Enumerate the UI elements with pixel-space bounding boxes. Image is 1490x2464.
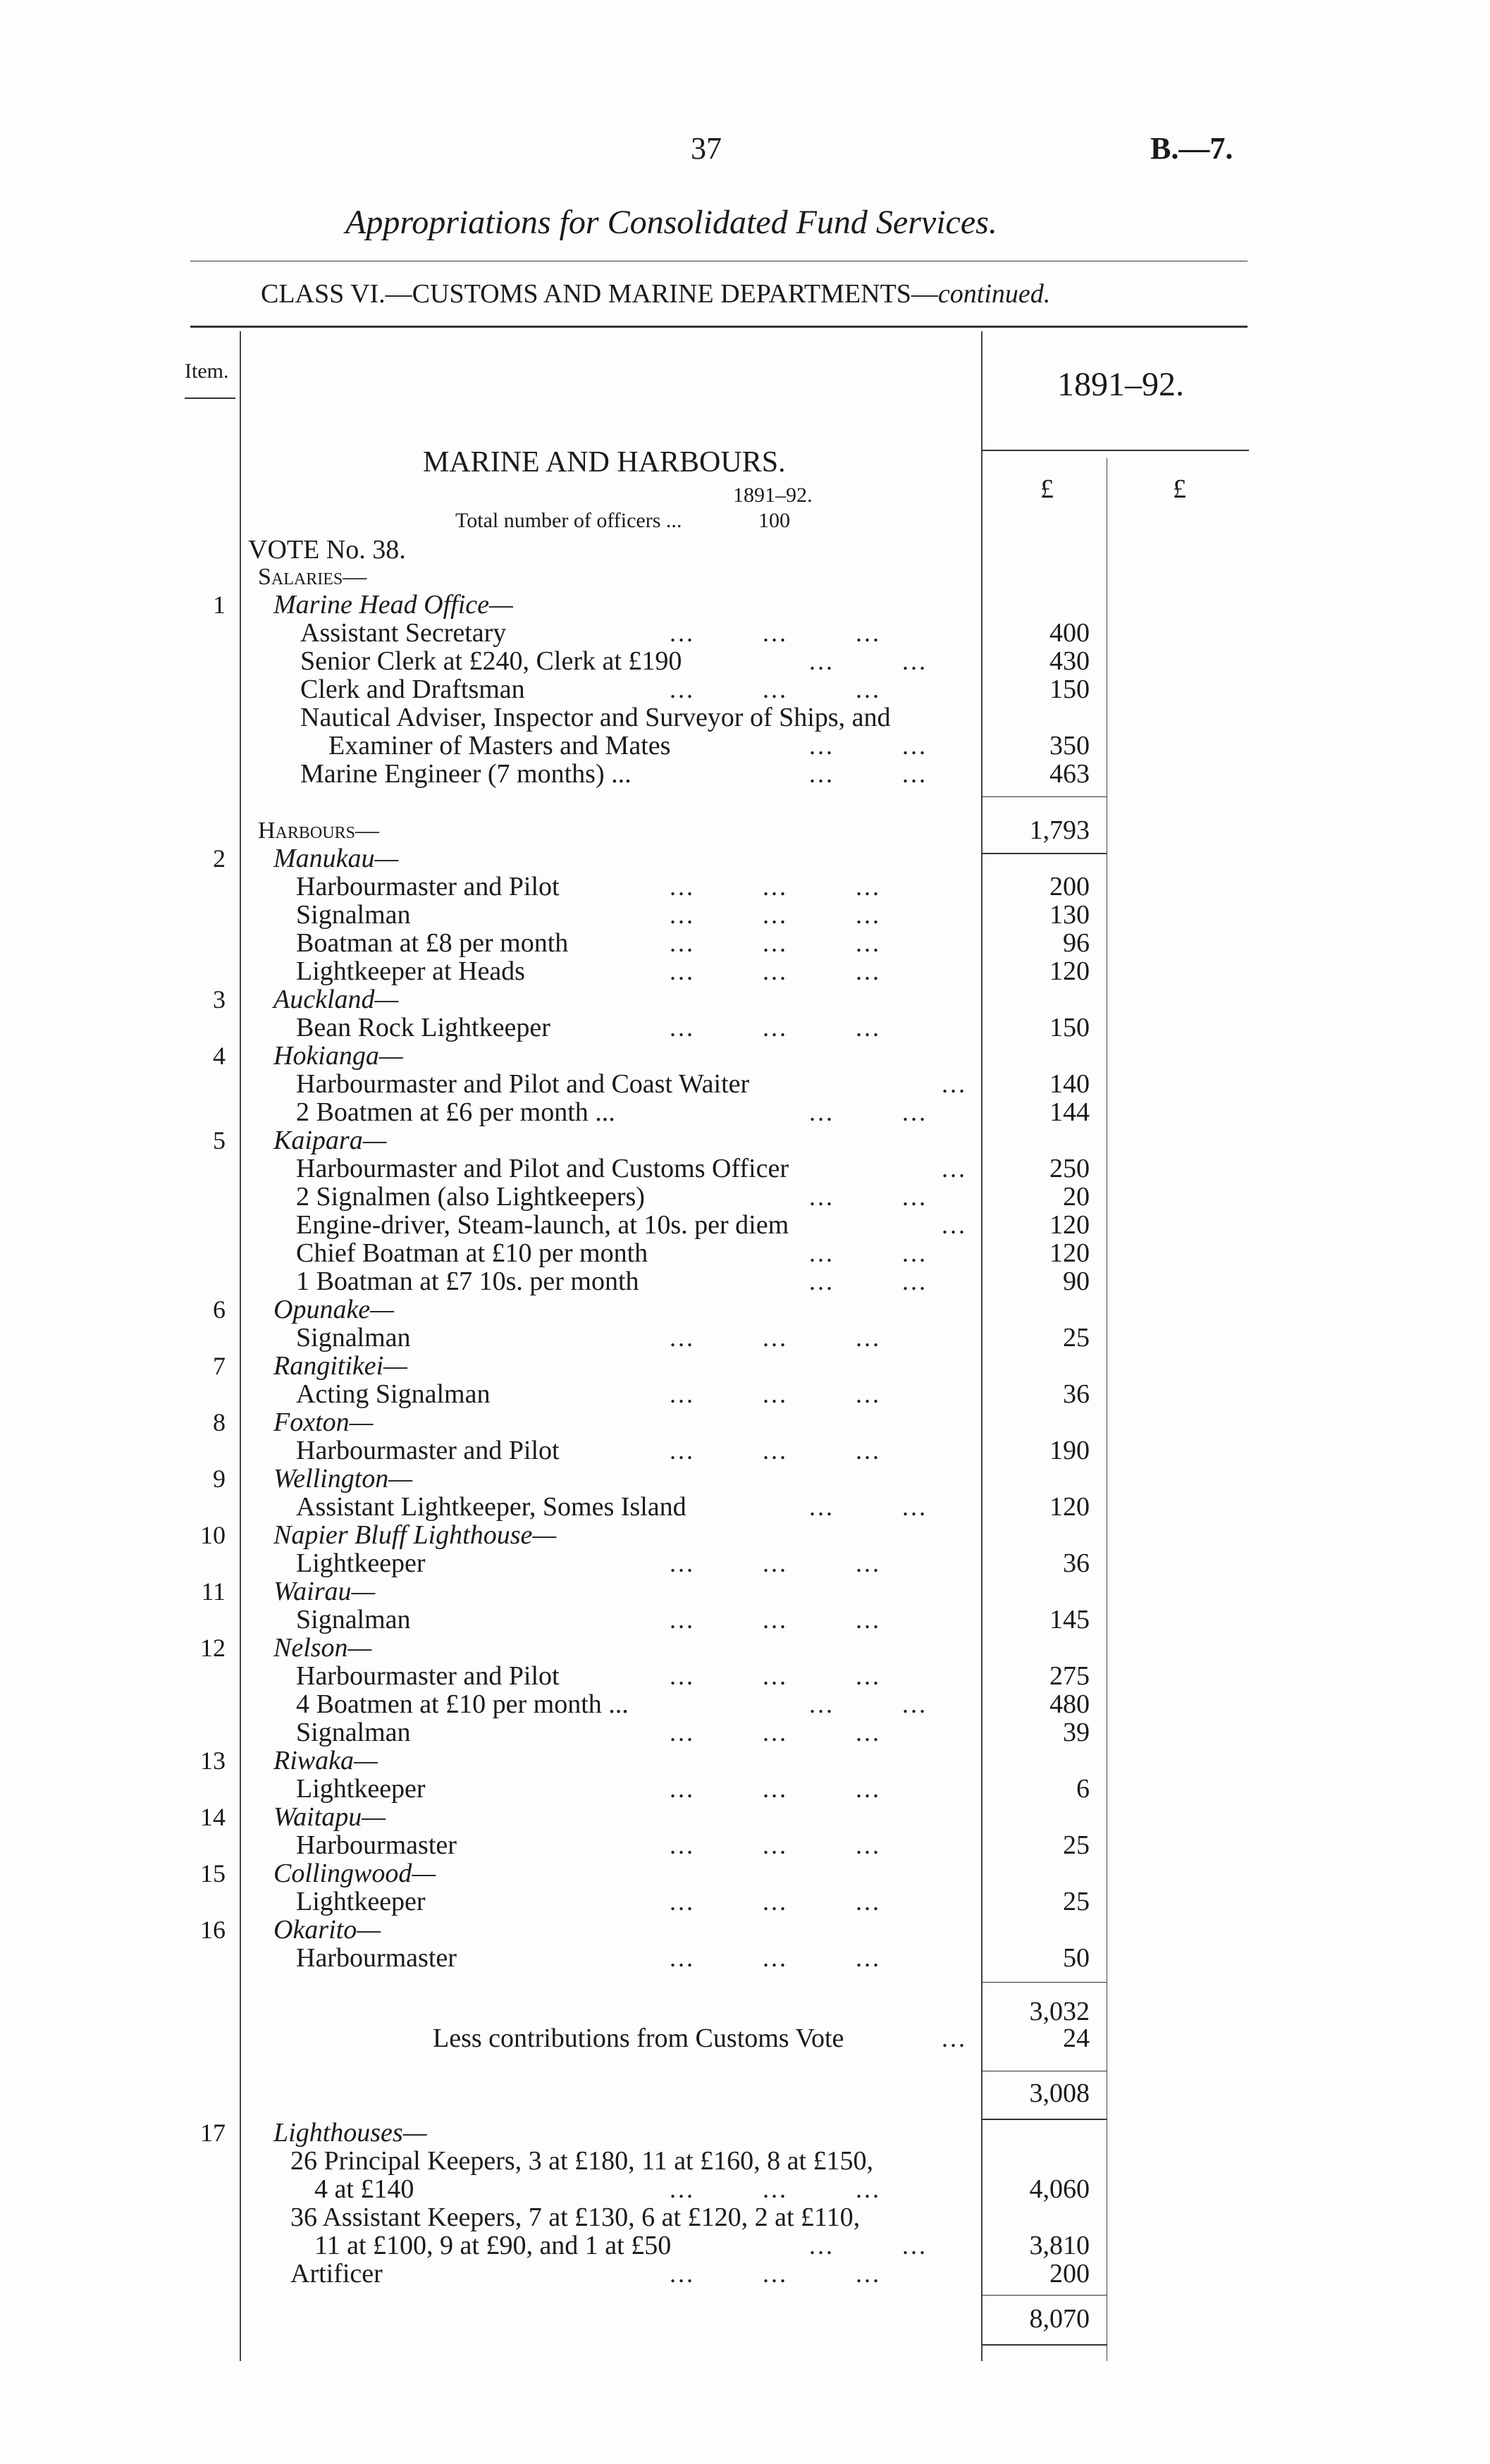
leader-dots: ... — [942, 1154, 967, 1183]
entry-text: Signalman — [296, 900, 411, 930]
entry-text: 4 at £140 — [314, 2174, 414, 2204]
item-column-divider — [240, 331, 241, 2361]
entry-text: Harbourmaster and Pilot — [296, 872, 560, 901]
item-label-rule — [185, 398, 235, 399]
item-number: 7 — [213, 1352, 226, 1380]
entry-text: Harbourmaster — [296, 1830, 457, 1860]
entry-amount: 20 — [1063, 1182, 1090, 1212]
vote-number: VOTE No. 38. — [248, 535, 406, 565]
subtotal-rule — [981, 796, 1107, 797]
item-number: 15 — [200, 1859, 226, 1887]
entry-text: Harbourmaster and Pilot — [296, 1661, 560, 1691]
harbours-total-rule — [981, 1982, 1107, 1983]
entry-amount: 120 — [1049, 956, 1090, 986]
item-number: 11 — [201, 1577, 226, 1606]
leader-dots: ... ... — [809, 1690, 928, 1718]
leader-dots: ... ... — [809, 1183, 928, 1211]
entry-amount: 145 — [1049, 1605, 1090, 1634]
place-heading: Napier Bluff Lighthouse— — [273, 1520, 557, 1550]
leader-dots: ... ... — [809, 1239, 928, 1267]
place-heading: Auckland— — [273, 985, 399, 1014]
entry-amount: 200 — [1049, 2259, 1090, 2289]
lighthouses-total: 8,070 — [1029, 2304, 1090, 2334]
subtotal-rule — [981, 853, 1107, 854]
leader-dots: ... — [942, 1070, 967, 1098]
subhead-lighthouses: Lighthouses— — [273, 2118, 427, 2148]
less-contributions-amount: 24 — [1063, 2023, 1090, 2053]
officers-count: 100 — [758, 509, 790, 532]
item-number: 4 — [213, 1042, 226, 1070]
leader-dots: ... ... — [809, 1267, 928, 1295]
entry-text: Artificer — [290, 2259, 383, 2289]
entry-text: Lightkeeper — [296, 1887, 426, 1916]
entry-text: Engine-driver, Steam-launch, at 10s. per diem — [296, 1210, 789, 1240]
subtotal-amount: 1,793 — [1029, 815, 1090, 845]
entry-amount: 144 — [1049, 1097, 1090, 1127]
entry-amount: 6 — [1076, 1774, 1090, 1804]
entry-amount: 4,060 — [1029, 2174, 1090, 2204]
less-contributions-label: Less contributions from Customs Vote — [433, 2023, 844, 2053]
entry-text: 2 Signalmen (also Lightkeepers) — [296, 1182, 645, 1212]
leader-dots: ... ... ... — [670, 1324, 881, 1352]
entry-text: Clerk and Draftsman — [300, 674, 525, 704]
leader-dots: ... ... — [809, 760, 928, 788]
subhead-marine-head-office: Marine Head Office— — [273, 590, 513, 620]
entry-text: 26 Principal Keepers, 3 at £180, 11 at £160, 8 at £150, — [290, 2146, 874, 2176]
item-number: 6 — [213, 1295, 226, 1324]
item-column-label: Item. — [185, 359, 229, 383]
place-heading: Foxton— — [273, 1407, 374, 1437]
entry-text: Chief Boatman at £10 per month — [296, 1238, 648, 1268]
leader-dots: ... ... ... — [670, 619, 881, 647]
place-heading: Hokianga— — [273, 1041, 403, 1071]
leader-dots: ... ... — [809, 647, 928, 675]
leader-dots: ... — [942, 2024, 967, 2052]
leader-dots: ... ... ... — [670, 1014, 881, 1042]
entry-amount: 130 — [1049, 900, 1090, 930]
item-number: 2 — [213, 844, 226, 873]
entry-text: 4 Boatmen at £10 per month ... — [296, 1689, 629, 1719]
leader-dots: ... ... ... — [670, 957, 881, 985]
entry-amount: 39 — [1063, 1718, 1090, 1747]
place-heading: Waitapu— — [273, 1802, 386, 1832]
entry-text: Harbourmaster and Pilot and Customs Officer — [296, 1154, 789, 1183]
entry-text: Signalman — [296, 1718, 411, 1747]
leader-dots: ... ... — [809, 1098, 928, 1126]
leader-dots: ... ... ... — [670, 1718, 881, 1747]
entry-text: 2 Boatmen at £6 per month ... — [296, 1097, 615, 1127]
entry-amount: 463 — [1049, 759, 1090, 789]
entry-text: Senior Clerk at £240, Clerk at £190 — [300, 646, 682, 676]
entry-amount: 25 — [1063, 1887, 1090, 1916]
entry-text: Lightkeeper — [296, 1774, 426, 1804]
item-number: 16 — [200, 1916, 226, 1944]
class-heading-continued: continued. — [937, 279, 1051, 309]
entry-text: Harbourmaster and Pilot and Coast Waiter — [296, 1069, 750, 1099]
leader-dots: ... ... ... — [670, 1380, 881, 1408]
lighthouses-total-rule — [981, 2344, 1107, 2346]
entry-amount: 250 — [1049, 1154, 1090, 1183]
leader-dots: ... ... — [809, 732, 928, 760]
place-heading: Wellington— — [273, 1464, 413, 1493]
leader-dots: ... ... ... — [670, 929, 881, 957]
item-number: 8 — [213, 1408, 226, 1436]
entry-text: Bean Rock Lightkeeper — [296, 1013, 550, 1042]
entry-amount: 96 — [1063, 928, 1090, 958]
entry-amount: 350 — [1049, 731, 1090, 760]
entry-amount: 25 — [1063, 1323, 1090, 1353]
place-heading: Nelson— — [273, 1633, 372, 1663]
entry-amount: 120 — [1049, 1492, 1090, 1522]
entry-text: Signalman — [296, 1323, 411, 1353]
entry-text: Marine Engineer (7 months) ... — [300, 759, 632, 789]
leader-dots: ... ... ... — [670, 1775, 881, 1803]
entry-text: Nautical Adviser, Inspector and Surveyor of Ships, and — [300, 703, 891, 732]
place-heading: Riwaka— — [273, 1746, 378, 1775]
place-heading: Opunake— — [273, 1295, 394, 1324]
item-number: 13 — [200, 1747, 226, 1775]
entry-amount: 150 — [1049, 1013, 1090, 1042]
leader-dots: ... ... ... — [670, 1436, 881, 1465]
harbours-net-total: 3,008 — [1029, 2078, 1090, 2108]
item-number: 14 — [200, 1803, 226, 1831]
leader-dots: ... ... — [809, 2231, 928, 2260]
place-heading: Collingwood— — [273, 1859, 436, 1888]
entry-text: 36 Assistant Keepers, 7 at £130, 6 at £120, 2 at £110, — [290, 2203, 861, 2232]
item-number: 1 — [213, 591, 226, 619]
entry-text: Boatman at £8 per month — [296, 928, 569, 958]
leader-dots: ... ... ... — [670, 1606, 881, 1634]
place-heading: Okarito— — [273, 1915, 381, 1945]
item-number: 3 — [213, 985, 226, 1014]
pound-sign-col1: £ — [1040, 474, 1054, 504]
net-rule — [981, 2119, 1107, 2120]
entry-amount: 3,810 — [1029, 2231, 1090, 2260]
leader-dots: ... ... ... — [670, 1887, 881, 1916]
entry-text: Lightkeeper — [296, 1548, 426, 1578]
place-heading: Manukau— — [273, 844, 399, 873]
officers-label: Total number of officers ... — [455, 509, 682, 532]
entry-amount: 430 — [1049, 646, 1090, 676]
year-column-heading: 1891–92. — [1057, 366, 1184, 403]
harbours-label: Harbours— — [258, 818, 379, 844]
place-heading: Kaipara— — [273, 1126, 387, 1155]
entry-amount: 190 — [1049, 1436, 1090, 1465]
entry-text: Lightkeeper at Heads — [296, 956, 525, 986]
item-number: 5 — [213, 1126, 226, 1154]
pound-sign-col2: £ — [1173, 474, 1186, 504]
leader-dots: ... ... ... — [670, 2260, 881, 2288]
class-rule — [190, 326, 1248, 328]
year-heading-rule — [981, 450, 1249, 451]
entry-amount: 480 — [1049, 1689, 1090, 1719]
leader-dots: ... ... ... — [670, 2175, 881, 2203]
entry-amount: 400 — [1049, 618, 1090, 648]
page-number: 37 — [691, 131, 722, 166]
harbours-total: 3,032 — [1029, 1997, 1090, 2026]
document-reference: B.—7. — [1150, 131, 1233, 166]
entry-text: 11 at £100, 9 at £90, and 1 at £50 — [314, 2231, 672, 2260]
page-title: Appropriations for Consolidated Fund Services. — [345, 204, 997, 241]
leader-dots: ... ... ... — [670, 901, 881, 929]
leader-dots: ... ... ... — [670, 873, 881, 901]
leader-dots: ... ... ... — [670, 1831, 881, 1859]
entry-text: Assistant Lightkeeper, Somes Island — [296, 1492, 686, 1522]
item-number: 9 — [213, 1465, 226, 1493]
section-title: MARINE AND HARBOURS. — [423, 446, 786, 479]
entry-amount: 90 — [1063, 1267, 1090, 1296]
item-number: 10 — [200, 1521, 226, 1549]
entry-amount: 200 — [1049, 872, 1090, 901]
salaries-label: Salaries— — [258, 564, 367, 590]
entry-text: Harbourmaster and Pilot — [296, 1436, 560, 1465]
officers-year: 1891–92. — [733, 483, 813, 507]
entry-amount: 120 — [1049, 1210, 1090, 1240]
entry-text: Acting Signalman — [296, 1379, 491, 1409]
entry-text: Assistant Secretary — [300, 618, 507, 648]
entry-amount: 50 — [1063, 1943, 1090, 1973]
leader-dots: ... — [942, 1211, 967, 1239]
item-number: 12 — [200, 1634, 226, 1662]
leader-dots: ... ... ... — [670, 1549, 881, 1577]
entry-amount: 140 — [1049, 1069, 1090, 1099]
entry-amount: 25 — [1063, 1830, 1090, 1860]
entry-amount: 275 — [1049, 1661, 1090, 1691]
leader-dots: ... ... ... — [670, 1662, 881, 1690]
leader-dots: ... ... ... — [670, 675, 881, 703]
entry-text: Signalman — [296, 1605, 411, 1634]
leader-dots: ... ... — [809, 1493, 928, 1521]
entry-text: 1 Boatman at £7 10s. per month — [296, 1267, 639, 1296]
lighthouses-total-rule — [981, 2295, 1107, 2296]
entry-amount: 120 — [1049, 1238, 1090, 1268]
leader-dots: ... ... ... — [670, 1944, 881, 1972]
place-heading: Wairau— — [273, 1577, 376, 1606]
entry-text: Examiner of Masters and Mates — [328, 731, 671, 760]
entry-amount: 36 — [1063, 1548, 1090, 1578]
entry-amount: 36 — [1063, 1379, 1090, 1409]
item-number: 17 — [200, 2119, 226, 2147]
class-heading — [261, 278, 1050, 309]
place-heading: Rangitikei— — [273, 1351, 407, 1381]
entry-text: Harbourmaster — [296, 1943, 457, 1973]
entry-amount: 150 — [1049, 674, 1090, 704]
class-heading-main: CLASS VI.—CUSTOMS AND MARINE DEPARTMENTS— — [261, 279, 938, 309]
